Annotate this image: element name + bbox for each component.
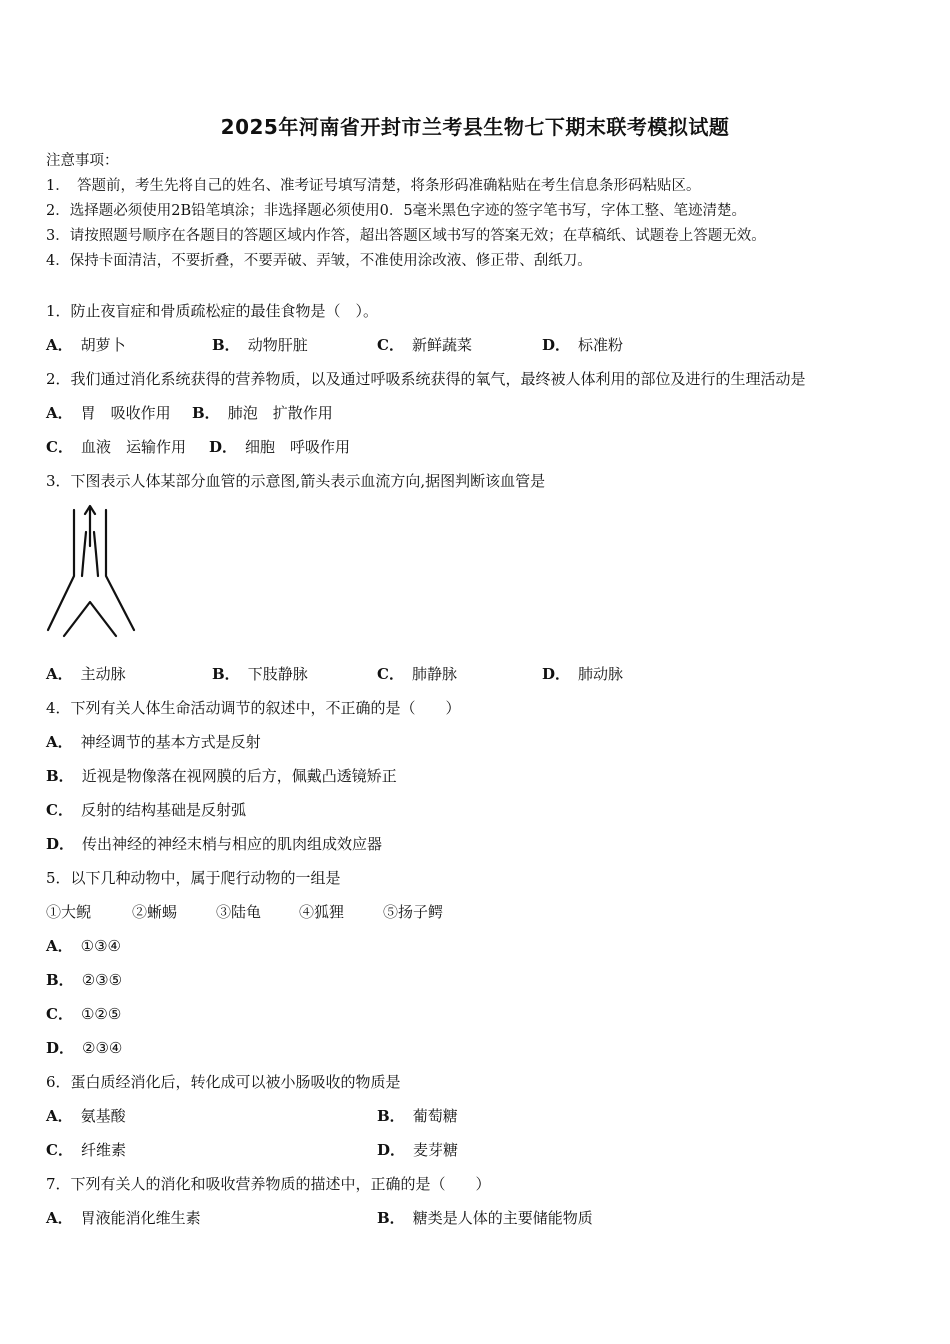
question-3-option-a xyxy=(46,665,126,683)
question-6-option-d xyxy=(377,1141,458,1159)
question-3-option-b xyxy=(212,665,308,683)
option-text: 标准粉 xyxy=(578,336,624,354)
question-7-option-a xyxy=(46,1209,201,1227)
question-2-option-a xyxy=(46,404,171,422)
question-4-option-d xyxy=(46,835,382,853)
option-label: B． xyxy=(46,767,74,785)
notes-heading: 注意事项： xyxy=(46,153,119,169)
vessel-inner-fork xyxy=(64,602,116,636)
question-7-stem: 7．下列有关人的消化和吸收营养物质的描述中，正确的是（ ） xyxy=(46,1175,491,1193)
option-label: A． xyxy=(46,404,73,422)
option-text: 传出神经的神经末梢与相应的肌肉组成效应器 xyxy=(82,835,383,853)
option-label: D． xyxy=(542,336,571,354)
question-5-option-c xyxy=(46,1005,121,1023)
option-label: A． xyxy=(46,336,73,354)
question-1-option-a xyxy=(46,336,126,354)
option-label: B． xyxy=(212,665,240,683)
exam-title: 2025年河南省开封市兰考县生物七下期末联考模拟试题 xyxy=(220,115,730,139)
option-label: B． xyxy=(377,1209,405,1227)
option-label: C． xyxy=(46,1005,73,1023)
question-7-option-b xyxy=(377,1209,593,1227)
question-2-option-c xyxy=(46,438,186,456)
option-text: 神经调节的基本方式是反射 xyxy=(80,733,261,751)
note-item-3: 3．请按照题号顺序在各题目的答题区域内作答，超出答题区域书写的答案无效；在草稿纸、试题卷上答题无效。 xyxy=(46,228,766,244)
option-text: 纤维素 xyxy=(80,1141,126,1159)
option-label: C． xyxy=(377,336,404,354)
option-label: A． xyxy=(46,1209,73,1227)
question-5-option-b xyxy=(46,971,122,989)
question-1-option-b xyxy=(212,336,308,354)
question-4-option-b xyxy=(46,767,397,785)
option-text: 肺静脉 xyxy=(411,665,457,683)
question-4-option-c xyxy=(46,801,246,819)
option-text: 葡萄糖 xyxy=(412,1107,458,1125)
option-label: B． xyxy=(46,971,74,989)
question-5-stem: 5．以下几种动物中，属于爬行动物的一组是 xyxy=(46,869,341,887)
vessel-outer-wall-left xyxy=(48,510,74,630)
option-label: C． xyxy=(46,801,73,819)
question-4-stem: 4．下列有关人体生命活动调节的叙述中，不正确的是（ ） xyxy=(46,699,461,717)
option-text: 胃液能消化维生素 xyxy=(80,1209,201,1227)
question-2-stem: 2．我们通过消化系统获得的营养物质，以及通过呼吸系统获得的氧气，最终被人体利用的部位及进行的生理活动是 xyxy=(46,370,806,388)
blood-vessel-diagram xyxy=(44,502,140,642)
option-label: A． xyxy=(46,733,73,751)
question-6-option-b xyxy=(377,1107,458,1125)
option-text: 血液 运输作用 xyxy=(80,438,186,456)
question-6-option-a xyxy=(46,1107,126,1125)
option-text: 糖类是人体的主要储能物质 xyxy=(412,1209,593,1227)
option-label: D． xyxy=(377,1141,406,1159)
question-5-item-3: ③陆龟 xyxy=(216,903,262,921)
option-text: 近视是物像落在视网膜的后方，佩戴凸透镜矫正 xyxy=(81,767,397,785)
option-text: 反射的结构基础是反射弧 xyxy=(80,801,246,819)
option-label: B． xyxy=(212,336,240,354)
question-2-option-d xyxy=(209,438,350,456)
question-5-option-d xyxy=(46,1039,122,1057)
option-text: 主动脉 xyxy=(80,665,126,683)
option-label: C． xyxy=(377,665,404,683)
option-label: D． xyxy=(542,665,571,683)
option-text: 肺动脉 xyxy=(578,665,624,683)
option-text: 胡萝卜 xyxy=(80,336,126,354)
note-item-4: 4．保持卡面清洁，不要折叠，不要弄破、弄皱，不准使用涂改液、修正带、刮纸刀。 xyxy=(46,253,592,269)
option-label: D． xyxy=(46,1039,75,1057)
note-item-1: 1． 答题前，考生先将自己的姓名、准考证号填写清楚，将条形码准确粘贴在考生信息条形码粘贴区。 xyxy=(46,178,701,194)
question-5-item-4: ④狐狸 xyxy=(299,903,345,921)
option-text: ②③⑤ xyxy=(81,971,123,989)
vessel-inner-line-right xyxy=(94,532,98,576)
option-label: A． xyxy=(46,665,73,683)
question-3-option-d xyxy=(542,665,623,683)
question-2-option-b xyxy=(192,404,333,422)
option-label: A． xyxy=(46,1107,73,1125)
question-5-item-5: ⑤扬子鳄 xyxy=(383,903,444,921)
question-4-option-a xyxy=(46,733,261,751)
option-label: B． xyxy=(377,1107,405,1125)
option-text: 细胞 呼吸作用 xyxy=(245,438,351,456)
option-text: 麦芽糖 xyxy=(413,1141,459,1159)
option-text: 动物肝脏 xyxy=(247,336,308,354)
option-text: ①③④ xyxy=(80,937,121,955)
option-label: B． xyxy=(192,404,220,422)
option-text: 下肢静脉 xyxy=(247,665,308,683)
option-text: 肺泡 扩散作用 xyxy=(227,404,333,422)
question-1-option-c xyxy=(377,336,472,354)
question-3-option-c xyxy=(377,665,457,683)
question-6-stem: 6．蛋白质经消化后，转化成可以被小肠吸收的物质是 xyxy=(46,1073,401,1091)
option-text: ①②⑤ xyxy=(80,1005,122,1023)
option-text: ②③④ xyxy=(82,1039,123,1057)
option-label: C． xyxy=(46,438,73,456)
option-label: C． xyxy=(46,1141,73,1159)
option-label: A． xyxy=(46,937,73,955)
question-3-stem: 3．下图表示人体某部分血管的示意图,箭头表示血流方向,据图判断该血管是 xyxy=(46,472,546,490)
question-5-item-1: ①大鲵 xyxy=(46,903,92,921)
option-label: D． xyxy=(46,835,75,853)
question-5-item-2: ②蜥蜴 xyxy=(132,903,178,921)
option-text: 胃 吸收作用 xyxy=(80,404,171,422)
vessel-outer-wall-right xyxy=(106,510,134,630)
question-1-option-d xyxy=(542,336,623,354)
question-6-option-c xyxy=(46,1141,126,1159)
note-item-2: 2．选择题必须使用2B铅笔填涂；非选择题必须使用0．5毫米黑色字迹的签字笔书写，字体工整、笔迹清楚。 xyxy=(46,203,747,219)
option-label: D． xyxy=(209,438,238,456)
option-text: 氨基酸 xyxy=(80,1107,126,1125)
question-1-stem: 1．防止夜盲症和骨质疏松症的最佳食物是（ ）。 xyxy=(46,302,379,320)
option-text: 新鲜蔬菜 xyxy=(411,336,472,354)
question-5-option-a xyxy=(46,937,121,955)
vessel-inner-line-left xyxy=(82,532,86,576)
